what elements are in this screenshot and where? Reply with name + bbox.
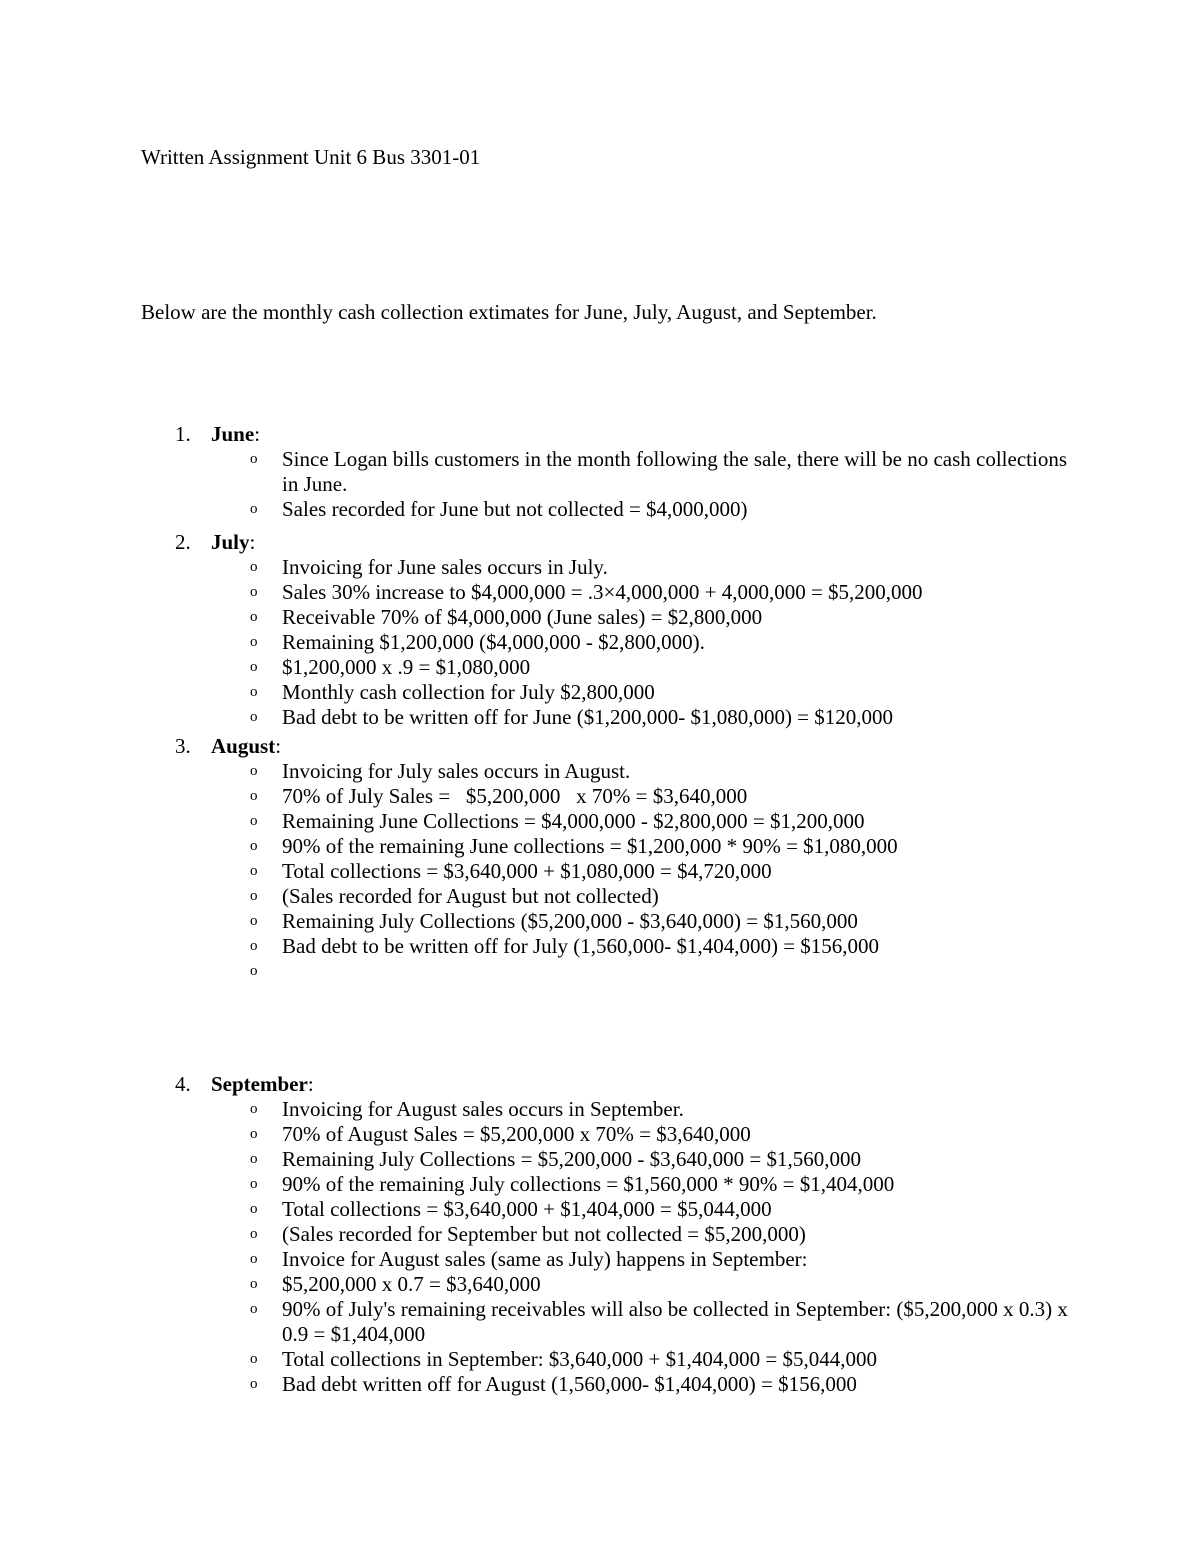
bullet-icon: o: [250, 888, 258, 904]
section-label-colon: :: [275, 734, 282, 758]
bullet-icon: o: [250, 1101, 258, 1117]
list-item: o Total collections = $3,640,000 + $1,080,000 = $4,720,000: [250, 859, 772, 883]
bullet-icon: o: [250, 963, 258, 979]
list-item: o Sales 30% increase to $4,000,000 = .3×4,000,000 + 4,000,000 = $5,200,000: [250, 580, 923, 604]
list-item: o Total collections = $3,640,000 + $1,404,000 = $5,044,000: [250, 1197, 772, 1221]
bullet-icon: o: [250, 788, 258, 804]
section-label: September: [211, 1072, 308, 1096]
section-august: [0, 733, 1200, 984]
list-item: o Total collections in September: $3,640,000 + $1,404,000 = $5,044,000: [250, 1347, 877, 1371]
bullet-icon: o: [250, 913, 258, 929]
list-item: o $1,200,000 x .9 = $1,080,000: [250, 655, 531, 679]
bullet-icon: o: [250, 813, 258, 829]
section-number: 3.: [175, 734, 191, 758]
section-label: August: [211, 734, 276, 758]
section-label: July: [211, 530, 250, 554]
bullet-icon: o: [250, 1151, 258, 1167]
section-label-colon: :: [249, 530, 256, 554]
bullet-icon: o: [250, 1276, 258, 1292]
list-item: o Bad debt to be written off for July (1,560,000- $1,404,000) = $156,000: [250, 934, 880, 958]
list-item: o Remaining $1,200,000 ($4,000,000 - $2,800,000).: [250, 630, 705, 654]
list-item: o Sales recorded for June but not collected = $4,000,000): [250, 497, 748, 521]
list-item: o Invoice for August sales (same as July) happens in September:: [250, 1247, 808, 1271]
document-title: Written Assignment Unit 6 Bus 3301-01: [141, 145, 481, 169]
section-july: [0, 529, 1200, 730]
section-heading: [0, 421, 1200, 447]
list-item: o Since Logan bills customers in the month following the sale, there will be no cash collections in June.: [250, 447, 1067, 496]
bullet-icon: o: [250, 1226, 258, 1242]
bullet-icon: o: [250, 1176, 258, 1192]
list-item: o 90% of the remaining July collections = $1,560,000 * 90% = $1,404,000: [250, 1172, 895, 1196]
bullet-icon: o: [250, 938, 258, 954]
list-item: o Remaining July Collections ($5,200,000 - $3,640,000) = $1,560,000: [250, 909, 858, 933]
list-item: o (Sales recorded for August but not collected): [250, 884, 659, 908]
bullet-icon: o: [250, 709, 258, 725]
list-item: o Remaining June Collections = $4,000,000 - $2,800,000 = $1,200,000: [250, 809, 865, 833]
list-item: o Bad debt to be written off for June ($1,200,000- $1,080,000) = $120,000: [250, 705, 894, 729]
section-items: [0, 447, 1200, 522]
list-item: o Invoicing for August sales occurs in September.: [250, 1097, 684, 1121]
list-item: o 70% of July Sales = $5,200,000 x 70% = $3,640,000: [250, 784, 748, 808]
section-june: [0, 421, 1200, 522]
section-number: 4.: [175, 1072, 191, 1096]
bullet-icon: o: [250, 1351, 258, 1367]
bullet-icon: o: [250, 1301, 258, 1317]
list-item: o Invoicing for July sales occurs in August.: [250, 759, 631, 783]
list-item: o Bad debt written off for August (1,560,000- $1,404,000) = $156,000: [250, 1372, 857, 1396]
bullet-icon: o: [250, 659, 258, 675]
bullet-icon: o: [250, 1126, 258, 1142]
bullet-icon: o: [250, 838, 258, 854]
bullet-icon: o: [250, 684, 258, 700]
section-items: [0, 759, 1200, 984]
bullet-icon: o: [250, 763, 258, 779]
section-label-colon: :: [254, 422, 261, 446]
section-heading: [0, 529, 1200, 555]
bullet-icon: o: [250, 584, 258, 600]
bullet-icon: o: [250, 1251, 258, 1267]
list-item: o (Sales recorded for September but not collected = $5,200,000): [250, 1222, 806, 1246]
bullet-icon: o: [250, 863, 258, 879]
section-september: [0, 1071, 1200, 1397]
section-label: June: [211, 422, 255, 446]
list-item: o 90% of July's remaining receivables will also be collected in September: ($5,200,000 x 0.3) x 0.9 = $1,404,000: [250, 1297, 1068, 1346]
list-item: o Monthly cash collection for July $2,800,000: [250, 680, 655, 704]
list-item: o Invoicing for June sales occurs in July.: [250, 555, 608, 579]
list-item: o 70% of August Sales = $5,200,000 x 70% = $3,640,000: [250, 1122, 751, 1146]
section-heading: [0, 1071, 1200, 1097]
bullet-icon: o: [250, 451, 258, 467]
section-items: [0, 1097, 1200, 1397]
section-heading: [0, 733, 1200, 759]
intro-paragraph: Below are the monthly cash collection extimates for June, July, August, and September.: [141, 300, 877, 324]
section-label-colon: :: [307, 1072, 314, 1096]
list-item: o Remaining July Collections = $5,200,000 - $3,640,000 = $1,560,000: [250, 1147, 861, 1171]
list-item: o 90% of the remaining June collections = $1,200,000 * 90% = $1,080,000: [250, 834, 898, 858]
bullet-icon: o: [250, 634, 258, 650]
bullet-icon: o: [250, 609, 258, 625]
list-item: [0, 959, 1072, 984]
list-item: o Receivable 70% of $4,000,000 (June sales) = $2,800,000: [250, 605, 763, 629]
bullet-icon: o: [250, 1201, 258, 1217]
bullet-icon: o: [250, 1376, 258, 1392]
bullet-icon: o: [250, 501, 258, 517]
section-items: [0, 555, 1200, 730]
section-number: 2.: [175, 530, 191, 554]
section-number: 1.: [175, 422, 191, 446]
list-item: o $5,200,000 x 0.7 = $3,640,000: [250, 1272, 541, 1296]
bullet-icon: o: [250, 559, 258, 575]
